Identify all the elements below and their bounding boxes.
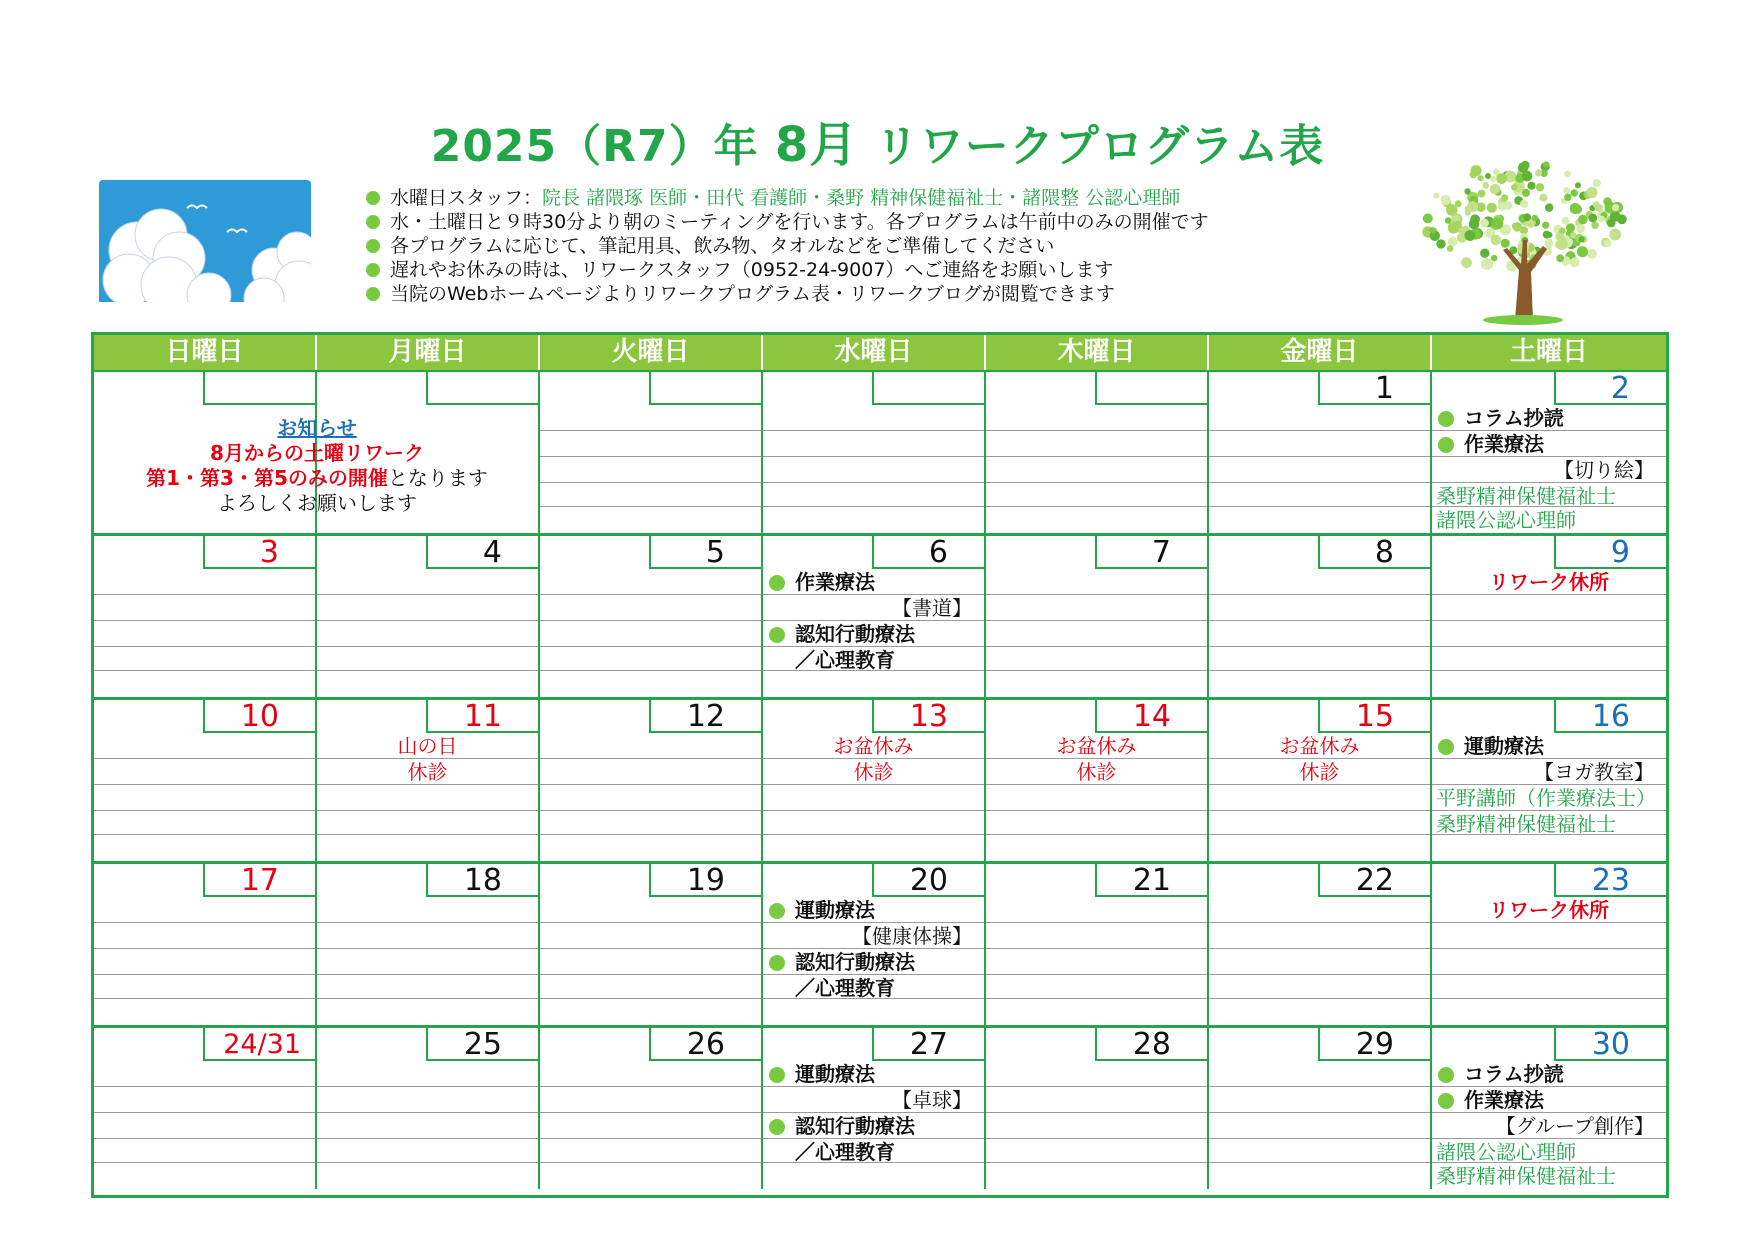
day-cell [986, 372, 1209, 533]
weekday-header-cell: 月曜日 [317, 335, 540, 370]
row-line [94, 834, 315, 835]
day-number: 22 [1318, 864, 1430, 897]
row-line [1209, 482, 1430, 483]
row-line [540, 998, 761, 999]
day-cell [317, 1028, 540, 1189]
row-line [763, 482, 984, 483]
bullet-icon [1438, 739, 1454, 755]
event-item [1438, 431, 1660, 457]
day-number: 16 [1554, 700, 1666, 733]
bullet-icon [1438, 437, 1454, 453]
event-item: 【書道】 [892, 596, 972, 620]
event-item: 【ヨガ教室】 [1534, 760, 1654, 784]
bullet-icon [366, 263, 380, 277]
row-line [94, 620, 315, 621]
row-line [94, 670, 315, 671]
bullet-icon [769, 903, 785, 919]
row-line [986, 998, 1207, 999]
event-item: リワーク休所 [1489, 570, 1609, 594]
event-item [769, 949, 978, 975]
row-line [986, 670, 1207, 671]
note-item: 当院のWebホームページよりリワークプログラム表・リワークブログが閲覧できます [366, 282, 1366, 306]
day-cell [1209, 1028, 1432, 1189]
day-cell [1209, 864, 1432, 1025]
row-line [1209, 998, 1430, 999]
day-cell [94, 536, 317, 697]
bullet-icon [769, 955, 785, 971]
day-number: 23 [1554, 864, 1666, 897]
title-month: 8月 [775, 117, 859, 173]
event-item: ／心理教育 [795, 976, 895, 1000]
row-line [1432, 998, 1666, 999]
event-item: 【切り絵】 [1554, 458, 1654, 482]
day-cell [986, 864, 1209, 1025]
row-line [317, 1086, 538, 1087]
row-line [1432, 974, 1666, 975]
row-line [986, 1138, 1207, 1139]
row-line [1209, 810, 1430, 811]
row-line [540, 1138, 761, 1139]
event-item [1438, 405, 1660, 431]
note-item: 各プログラムに応じて、筆記用具、飲み物、タオルなどをご準備してください [366, 234, 1366, 258]
weekday-header-cell: 日曜日 [94, 335, 317, 370]
row-line [986, 834, 1207, 835]
weekday-header-cell: 金曜日 [1209, 335, 1432, 370]
row-line [986, 482, 1207, 483]
day-cell [1209, 372, 1432, 533]
bullet-icon [366, 239, 380, 253]
calendar-week [94, 700, 1666, 864]
calendar-week [94, 1028, 1666, 1192]
event-label: 運動療法 [1464, 734, 1544, 758]
day-number [426, 372, 538, 405]
row-line [540, 1162, 761, 1163]
row-line [1209, 1162, 1430, 1163]
row-line [540, 456, 761, 457]
day-number: 14 [1095, 700, 1207, 733]
event-item [1438, 733, 1660, 759]
row-line [763, 834, 984, 835]
row-line [1432, 948, 1666, 949]
day-cell [94, 1028, 317, 1189]
day-cell [986, 700, 1209, 861]
row-line [317, 948, 538, 949]
row-line [540, 506, 761, 507]
row-line [763, 430, 984, 431]
event-item: ／心理教育 [795, 648, 895, 672]
row-line [94, 948, 315, 949]
row-line [986, 1112, 1207, 1113]
day-number: 2 [1554, 372, 1666, 405]
day-number: 30 [1554, 1028, 1666, 1061]
event-item [1438, 1087, 1660, 1113]
row-line [540, 1112, 761, 1113]
day-cell [1209, 700, 1432, 861]
day-number: 8 [1318, 536, 1430, 569]
row-line [540, 430, 761, 431]
event-item [769, 1113, 978, 1139]
row-line [540, 1086, 761, 1087]
notice-line1: 8月からの土曜リワーク [210, 441, 424, 465]
row-line [317, 974, 538, 975]
row-line [1209, 1138, 1430, 1139]
row-line [1209, 506, 1430, 507]
day-number: 6 [872, 536, 984, 569]
event-label: 作業療法 [795, 570, 875, 594]
event-item [769, 1061, 978, 1087]
event-label: 作業療法 [1464, 1088, 1544, 1112]
row-line [540, 594, 761, 595]
row-line [94, 1086, 315, 1087]
day-number: 10 [203, 700, 315, 733]
event-label: コラム抄読 [1464, 1062, 1564, 1086]
day-number: 21 [1095, 864, 1207, 897]
day-cell [317, 864, 540, 1025]
day-cell [1432, 864, 1666, 1025]
day-cell [317, 536, 540, 697]
bullet-icon [366, 287, 380, 301]
weekday-header-cell: 木曜日 [986, 335, 1209, 370]
day-number: 19 [649, 864, 761, 897]
day-number: 29 [1318, 1028, 1430, 1061]
row-line [1209, 670, 1430, 671]
notice-line2: 第1・第3・第5のみの開催となります [146, 466, 488, 490]
bullet-icon [769, 627, 785, 643]
row-line [540, 974, 761, 975]
row-line [94, 784, 315, 785]
title-prefix: 2025（R7）年 [430, 121, 759, 172]
row-line [1432, 646, 1666, 647]
event-item: 休診 [853, 760, 894, 784]
row-line [986, 948, 1207, 949]
event-item [769, 897, 978, 923]
row-line [94, 594, 315, 595]
day-number [203, 372, 315, 405]
day-cell [986, 536, 1209, 697]
day-cell [763, 864, 986, 1025]
day-cell [1432, 700, 1666, 861]
bullet-icon [769, 1067, 785, 1083]
row-line [1209, 620, 1430, 621]
day-number: 11 [426, 700, 538, 733]
event-item: 休診 [407, 760, 448, 784]
event-item: 桑野精神保健福祉士 [1436, 812, 1616, 836]
note-item: 水・土曜日と９時30分より朝のミーティングを行います。各プログラムは午前中のみの開催です [366, 210, 1366, 234]
row-line [317, 594, 538, 595]
row-line [986, 430, 1207, 431]
notice-line3: よろしくお願いします [217, 491, 417, 515]
event-item: 諸隈公認心理師 [1436, 508, 1576, 532]
row-line [317, 998, 538, 999]
row-line [540, 784, 761, 785]
bullet-icon [1438, 411, 1454, 427]
day-number: 12 [649, 700, 761, 733]
row-line [540, 670, 761, 671]
row-line [317, 646, 538, 647]
event-item: リワーク休所 [1489, 898, 1609, 922]
row-line [540, 834, 761, 835]
day-number [872, 372, 984, 405]
row-line [986, 506, 1207, 507]
row-line [986, 456, 1207, 457]
day-number [649, 372, 761, 405]
day-cell [1432, 536, 1666, 697]
sky-illustration-icon [99, 180, 311, 310]
day-cell [540, 700, 763, 861]
event-item: 【グループ創作】 [1495, 1114, 1654, 1138]
row-line [540, 620, 761, 621]
row-line [1209, 922, 1430, 923]
event-label: 認知行動療法 [795, 622, 915, 646]
row-line [1209, 430, 1430, 431]
event-item [769, 569, 978, 595]
row-line [94, 758, 315, 759]
event-item [769, 621, 978, 647]
day-number: 13 [872, 700, 984, 733]
row-line [1209, 834, 1430, 835]
event-label: 認知行動療法 [795, 950, 915, 974]
row-line [986, 594, 1207, 595]
day-cell [540, 864, 763, 1025]
day-number: 4 [426, 536, 538, 569]
row-line [1209, 594, 1430, 595]
event-item: 休診 [1299, 760, 1340, 784]
row-line [94, 922, 315, 923]
day-number: 7 [1095, 536, 1207, 569]
day-number: 20 [872, 864, 984, 897]
weekday-header [94, 335, 1666, 372]
row-line [94, 1112, 315, 1113]
day-cell [1432, 1028, 1666, 1189]
row-line [1209, 1086, 1430, 1087]
day-cell [1432, 372, 1666, 533]
row-line [540, 646, 761, 647]
tree-illustration-icon [1415, 160, 1630, 325]
weekday-header-cell: 土曜日 [1509, 337, 1588, 367]
row-line [986, 646, 1207, 647]
day-cell [763, 372, 986, 533]
event-item: 【卓球】 [892, 1088, 972, 1112]
day-cell [763, 536, 986, 697]
notes-list [366, 186, 1366, 306]
row-line [94, 1138, 315, 1139]
event-label: 作業療法 [1464, 432, 1544, 456]
event-item: 山の日 [397, 734, 458, 758]
weekday-header-cell: 水曜日 [763, 335, 986, 370]
day-number: 26 [649, 1028, 761, 1061]
row-line [317, 810, 538, 811]
day-number [1095, 372, 1207, 405]
event-item: 【健康体操】 [852, 924, 972, 948]
day-cell [1209, 536, 1432, 697]
day-number: 9 [1554, 536, 1666, 569]
notice-box [94, 416, 540, 516]
note-item: 遅れやお休みの時は、リワークスタッフ（0952-24-9007）へご連絡をお願いします [366, 258, 1366, 282]
event-label: コラム抄読 [1464, 406, 1564, 430]
event-item: 諸隈公認心理師 [1436, 1140, 1576, 1164]
row-line [763, 506, 984, 507]
row-line [317, 834, 538, 835]
row-line [1209, 974, 1430, 975]
notice-heading[interactable]: お知らせ [277, 416, 357, 440]
row-line [94, 810, 315, 811]
calendar-grid [91, 332, 1669, 1198]
event-item: 平野講師（作業療法士） [1436, 786, 1656, 810]
day-number: 28 [1095, 1028, 1207, 1061]
weekday-header-cell: 火曜日 [540, 335, 763, 370]
row-line [540, 948, 761, 949]
row-line [317, 620, 538, 621]
row-line [317, 1162, 538, 1163]
bullet-icon [769, 1119, 785, 1135]
event-item: お盆休み [1056, 734, 1137, 758]
row-line [540, 758, 761, 759]
event-label: 認知行動療法 [795, 1114, 915, 1138]
event-item: お盆休み [1279, 734, 1360, 758]
row-line [317, 1112, 538, 1113]
row-line [317, 1138, 538, 1139]
row-line [986, 1162, 1207, 1163]
row-line [1209, 1112, 1430, 1113]
day-number: 18 [426, 864, 538, 897]
day-number: 25 [426, 1028, 538, 1061]
bullet-icon [1438, 1067, 1454, 1083]
row-line [94, 974, 315, 975]
day-cell [540, 536, 763, 697]
event-item: ／心理教育 [795, 1140, 895, 1164]
bullet-icon [366, 191, 380, 205]
day-number: 15 [1318, 700, 1430, 733]
day-number: 5 [649, 536, 761, 569]
row-line [94, 998, 315, 999]
day-number: 24/31 [203, 1028, 315, 1061]
day-number: 17 [203, 864, 315, 897]
day-number: 3 [203, 536, 315, 569]
day-number: 1 [1318, 372, 1430, 405]
row-line [540, 482, 761, 483]
row-line [986, 1086, 1207, 1087]
row-line [986, 974, 1207, 975]
day-cell [540, 372, 763, 533]
row-line [986, 922, 1207, 923]
day-cell [317, 700, 540, 861]
row-line [1432, 670, 1666, 671]
row-line [1432, 620, 1666, 621]
row-line [1209, 456, 1430, 457]
row-line [1209, 646, 1430, 647]
row-line [540, 810, 761, 811]
row-line [317, 922, 538, 923]
day-cell [94, 700, 317, 861]
calendar-week [94, 864, 1666, 1028]
row-line [763, 810, 984, 811]
event-item: お盆休み [833, 734, 914, 758]
event-label: 運動療法 [795, 1062, 875, 1086]
day-number: 27 [872, 1028, 984, 1061]
event-item: 桑野精神保健福祉士 [1436, 484, 1616, 508]
event-item: 休診 [1076, 760, 1117, 784]
event-label: 運動療法 [795, 898, 875, 922]
day-cell [94, 864, 317, 1025]
day-cell [540, 1028, 763, 1189]
row-line [763, 456, 984, 457]
row-line [317, 670, 538, 671]
row-line [94, 1162, 315, 1163]
calendar-week [94, 372, 1666, 536]
bullet-icon [769, 575, 785, 591]
row-line [94, 646, 315, 647]
note-item: 水曜日スタッフ：院長 諸隈琢 医師・田代 看護師・桑野 精神保健福祉士・諸隈整 公認心理師 [366, 186, 1366, 210]
row-line [1209, 948, 1430, 949]
row-line [986, 810, 1207, 811]
bullet-icon [366, 215, 380, 229]
bullet-icon [1438, 1093, 1454, 1109]
event-item: 桑野精神保健福祉士 [1436, 1164, 1616, 1188]
title-suffix: リワークプログラム表 [874, 121, 1325, 172]
row-line [986, 620, 1207, 621]
day-cell [763, 1028, 986, 1189]
row-line [540, 922, 761, 923]
event-item [1438, 1061, 1660, 1087]
calendar-week [94, 536, 1666, 700]
day-cell [763, 700, 986, 861]
day-cell [986, 1028, 1209, 1189]
